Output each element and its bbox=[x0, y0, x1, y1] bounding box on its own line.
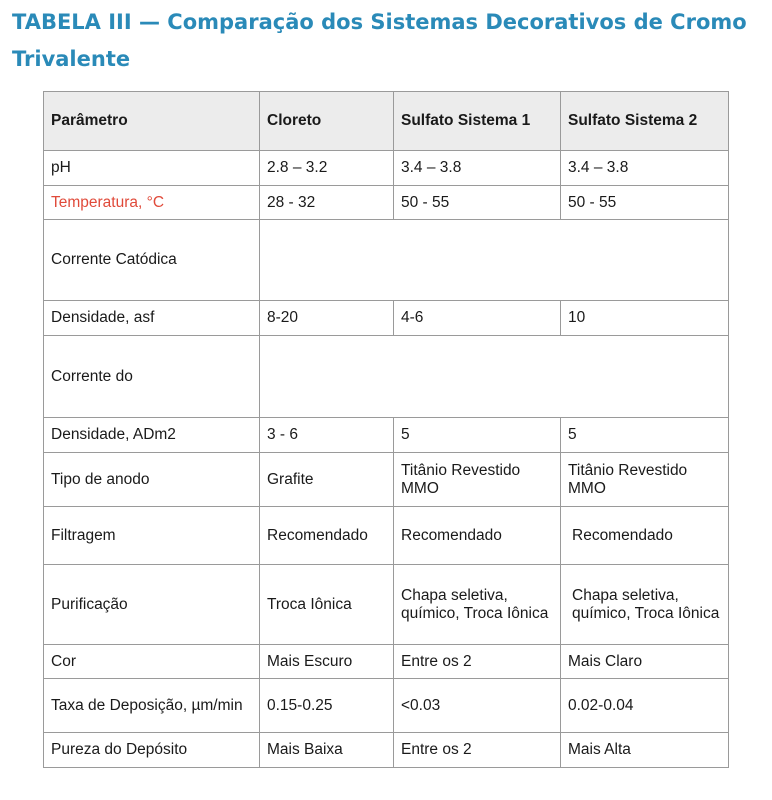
value-cell: 8-20 bbox=[260, 301, 394, 336]
table-row bbox=[44, 645, 729, 679]
value-cell: 0.15-0.25 bbox=[260, 679, 394, 733]
value-cell: Titânio Revestido MMO bbox=[561, 453, 729, 507]
header-cloreto: Cloreto bbox=[260, 92, 394, 151]
value-cell: Mais Baixa bbox=[260, 733, 394, 768]
value-cell: 4-6 bbox=[394, 301, 561, 336]
table-row bbox=[44, 418, 729, 453]
value-cell: Chapa seletiva, químico, Troca Iônica bbox=[561, 565, 729, 645]
value-cell: Entre os 2 bbox=[394, 733, 561, 768]
value-cell: 50 - 55 bbox=[561, 186, 729, 220]
param-cell: Taxa de Deposição, µm/min bbox=[44, 679, 260, 733]
param-cell: Densidade, asf bbox=[44, 301, 260, 336]
value-cell: Mais Claro bbox=[561, 645, 729, 679]
value-cell: Mais Alta bbox=[561, 733, 729, 768]
empty-merged-cell bbox=[260, 336, 729, 418]
value-cell: Recomendado bbox=[260, 507, 394, 565]
table-row bbox=[44, 151, 729, 186]
value-cell: <0.03 bbox=[394, 679, 561, 733]
value-cell: 5 bbox=[394, 418, 561, 453]
table-row bbox=[44, 565, 729, 645]
param-cell: Corrente do bbox=[44, 336, 260, 418]
param-cell: Pureza do Depósito bbox=[44, 733, 260, 768]
table-row bbox=[44, 186, 729, 220]
header-row bbox=[44, 92, 729, 151]
param-cell: Tipo de anodo bbox=[44, 453, 260, 507]
header-sulfato-2: Sulfato Sistema 2 bbox=[561, 92, 729, 151]
value-cell: Recomendado bbox=[561, 507, 729, 565]
value-cell: Chapa seletiva, químico, Troca Iônica bbox=[394, 565, 561, 645]
header-parametro: Parâmetro bbox=[44, 92, 260, 151]
table-row bbox=[44, 733, 729, 768]
value-cell: Titânio Revestido MMO bbox=[394, 453, 561, 507]
header-sulfato-1: Sulfato Sistema 1 bbox=[394, 92, 561, 151]
param-cell: Purificação bbox=[44, 565, 260, 645]
value-cell: 10 bbox=[561, 301, 729, 336]
value-cell: 28 - 32 bbox=[260, 186, 394, 220]
value-cell: 3 - 6 bbox=[260, 418, 394, 453]
table-row bbox=[44, 336, 729, 418]
value-cell: Grafite bbox=[260, 453, 394, 507]
value-cell: 3.4 – 3.8 bbox=[561, 151, 729, 186]
table-row bbox=[44, 301, 729, 336]
param-cell: Cor bbox=[44, 645, 260, 679]
table-row bbox=[44, 679, 729, 733]
param-cell: Corrente Catódica bbox=[44, 220, 260, 301]
value-cell: 0.02-0.04 bbox=[561, 679, 729, 733]
value-cell: Mais Escuro bbox=[260, 645, 394, 679]
value-cell: 50 - 55 bbox=[394, 186, 561, 220]
value-cell: 2.8 – 3.2 bbox=[260, 151, 394, 186]
table-row bbox=[44, 453, 729, 507]
param-cell: Filtragem bbox=[44, 507, 260, 565]
table-row bbox=[44, 507, 729, 565]
comparison-table bbox=[43, 91, 729, 768]
empty-merged-cell bbox=[260, 220, 729, 301]
value-cell: 5 bbox=[561, 418, 729, 453]
value-cell: Recomendado bbox=[394, 507, 561, 565]
value-cell: Entre os 2 bbox=[394, 645, 561, 679]
value-cell: 3.4 – 3.8 bbox=[394, 151, 561, 186]
param-cell: pH bbox=[44, 151, 260, 186]
param-cell: Densidade, ADm2 bbox=[44, 418, 260, 453]
param-cell-highlighted: Temperatura, °C bbox=[44, 186, 260, 220]
value-cell: Troca Iônica bbox=[260, 565, 394, 645]
table-row bbox=[44, 220, 729, 301]
table-title: TABELA III — Comparação dos Sistemas Decorativos de Cromo Trivalente bbox=[12, 10, 747, 71]
